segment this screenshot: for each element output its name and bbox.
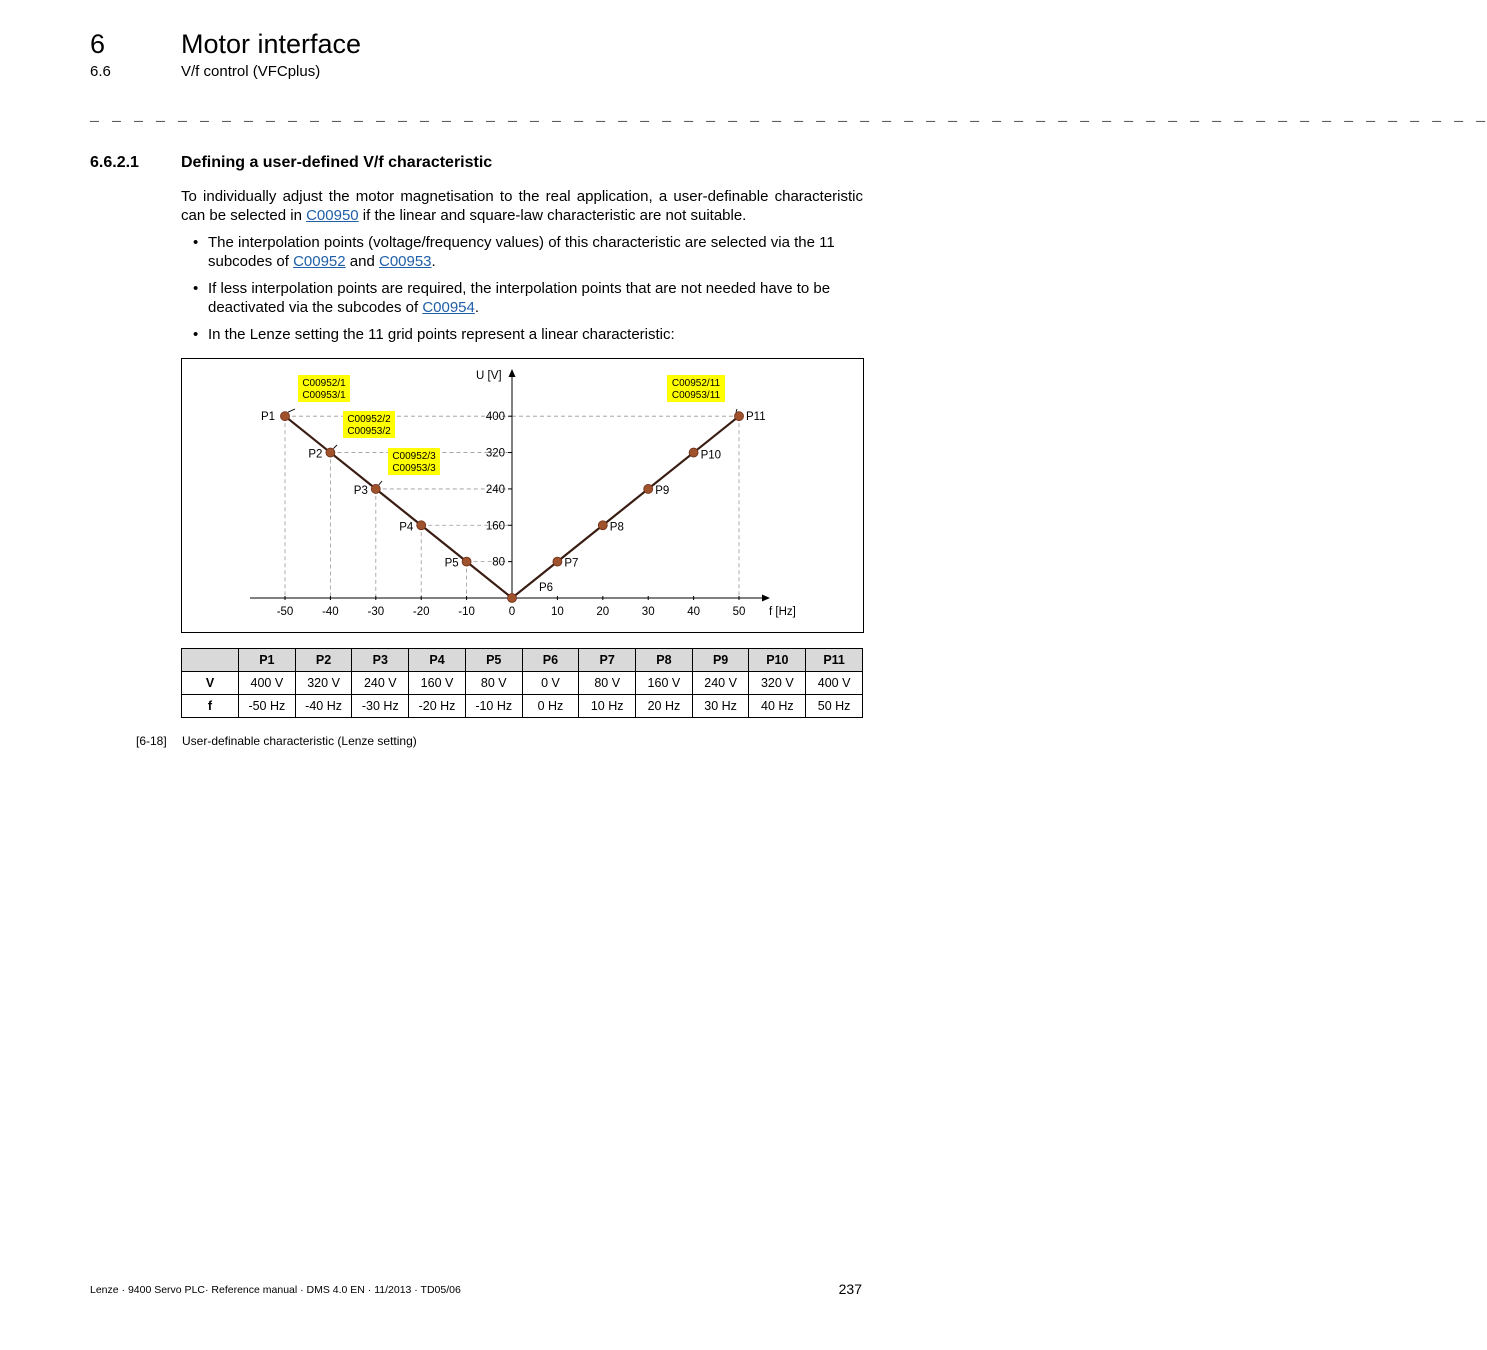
section-number: 6.6	[90, 63, 111, 80]
table-header-cell: P1	[239, 649, 296, 672]
data-point-marker	[417, 521, 426, 530]
bullet-3-text: In the Lenze setting the 11 grid points represent a linear characteristic:	[208, 326, 675, 343]
data-point-marker	[371, 484, 380, 493]
vf-chart	[182, 359, 863, 632]
callout-text: C00953/11	[671, 390, 721, 401]
callout-leader	[288, 409, 295, 412]
x-tick-label: 10	[551, 606, 564, 618]
point-label: P6	[539, 582, 554, 594]
chapter-title: Motor interface	[181, 29, 362, 59]
data-point-marker	[689, 448, 698, 457]
bullet-1-and: and	[345, 253, 379, 270]
callout-text: C00953/2	[347, 426, 391, 437]
point-label: P2	[308, 448, 323, 461]
table-cell: 80 V	[579, 672, 636, 695]
table-header-row	[182, 649, 863, 672]
table-header-cell: P2	[295, 649, 352, 672]
point-label: P10	[700, 449, 722, 462]
data-point-marker	[281, 412, 290, 421]
caption-number: [6-18]	[136, 734, 167, 748]
intro-paragraph	[181, 187, 863, 225]
callout-text: C00952/11	[671, 378, 721, 389]
table-cell: 20 Hz	[636, 695, 693, 718]
data-point-marker	[462, 557, 471, 566]
data-point-marker	[644, 484, 653, 493]
table-header-cell: P9	[692, 649, 749, 672]
y-tick-label: 400	[485, 411, 505, 424]
callout-text: C00952/3	[392, 451, 436, 462]
table-cell: 10 Hz	[579, 695, 636, 718]
bullet-marker: •	[193, 280, 199, 297]
table-cell: -20 Hz	[409, 695, 466, 718]
y-axis-label: U [V]	[476, 370, 502, 382]
point-label: P9	[655, 484, 670, 497]
link-c00954[interactable]: C00954	[422, 299, 475, 316]
list-item	[181, 279, 863, 317]
y-axis-arrow	[509, 369, 516, 377]
point-label: P11	[746, 411, 766, 424]
x-tick-label: 30	[641, 606, 655, 618]
table-cell: 30 Hz	[692, 695, 749, 718]
vf-characteristic-figure	[181, 358, 864, 633]
data-point-marker	[553, 557, 562, 566]
table-cell: -40 Hz	[295, 695, 352, 718]
table-cell: 0 Hz	[522, 695, 579, 718]
callout-text: C00953/1	[302, 390, 346, 401]
x-tick-label: -40	[322, 606, 339, 618]
y-tick-label: 320	[485, 447, 505, 460]
x-tick-label: 0	[508, 606, 516, 618]
table-header-cell: P10	[749, 649, 806, 672]
y-tick-label: 80	[492, 556, 505, 569]
point-label: P1	[261, 411, 276, 424]
table-header-cell: P5	[465, 649, 522, 672]
table-row	[182, 672, 863, 695]
table-header-cell: P7	[579, 649, 636, 672]
list-item	[181, 233, 863, 271]
link-c00950[interactable]: C00950	[306, 207, 359, 224]
x-tick-label: -30	[367, 606, 385, 618]
y-tick-label: 240	[485, 483, 505, 496]
chapter-number: 6	[90, 29, 106, 59]
table-row	[182, 695, 863, 718]
subsection-title: Defining a user-defined V/f characteristic	[181, 154, 493, 171]
callout-leader	[379, 481, 382, 485]
page-footer: Lenze · 9400 Servo PLC· Reference manual · DMS 4.0 EN · 11/2013 · TD05/06	[90, 1284, 461, 1296]
bullet-marker: •	[193, 234, 199, 251]
callout-text: C00952/1	[302, 378, 346, 389]
callout-leader	[333, 445, 337, 449]
callout-text: C00953/3	[392, 463, 436, 474]
table-cell: 40 Hz	[749, 695, 806, 718]
table-cell: -30 Hz	[352, 695, 409, 718]
bullet-1-text: The interpolation points (voltage/frequency values) of this characteristic are selected via the 11 subcodes of	[208, 234, 835, 270]
table-cell: 320 V	[749, 672, 806, 695]
point-label: P8	[609, 521, 624, 534]
bullet-marker: •	[193, 326, 199, 343]
table-header-cell: P6	[522, 649, 579, 672]
table-cell: 240 V	[352, 672, 409, 695]
table-header-cell: P3	[352, 649, 409, 672]
list-item	[181, 325, 863, 344]
x-tick-label: -50	[276, 606, 294, 618]
point-label: P5	[444, 557, 459, 570]
interpolation-points-table	[181, 648, 863, 718]
row-label-voltage: V	[182, 672, 239, 695]
x-tick-label: 40	[687, 606, 700, 618]
table-cell: 0 V	[522, 672, 579, 695]
x-tick-label: 50	[732, 606, 746, 618]
table-header-cell: P11	[806, 649, 863, 672]
point-label: P4	[399, 521, 414, 534]
table-cell: 50 Hz	[806, 695, 863, 718]
x-axis-label: f [Hz]	[769, 606, 796, 618]
table-cell: 160 V	[409, 672, 466, 695]
intro-text-before: To individually adjust the motor magnetisation to the real application, a user-definable characteristic can be selected in	[181, 188, 863, 224]
link-c00953[interactable]: C00953	[378, 253, 432, 270]
bullet-2-end: .	[474, 299, 480, 316]
point-label: P7	[564, 557, 579, 570]
point-label: P3	[353, 484, 368, 497]
table-cell: 400 V	[239, 672, 296, 695]
section-title: V/f control (VFCplus)	[181, 63, 321, 80]
table-cell: 320 V	[295, 672, 352, 695]
intro-text-after: if the linear and square-law characteristic are not suitable.	[358, 207, 747, 224]
subsection-number: 6.6.2.1	[90, 154, 139, 171]
table-cell: 160 V	[636, 672, 693, 695]
table-cell: -10 Hz	[465, 695, 522, 718]
header-separator: _ _ _ _ _ _ _ _ _ _ _ _ _ _ _ _ _ _ _ _ _ _ _ _ _ _ _ _ _ _ _ _ _ _ _ _ _ _ _ _ _ _ _ _ _ _ _ _ _ _ _ _ _ _ _ _ _ _ _ _ _ _ _ _	[90, 108, 1487, 125]
callout-text: C00952/2	[347, 414, 391, 425]
data-point-marker	[735, 412, 744, 421]
table-cell: 240 V	[692, 672, 749, 695]
bullet-list	[181, 233, 863, 352]
link-c00952[interactable]: C00952	[293, 253, 346, 270]
row-label-frequency: f	[182, 695, 239, 718]
x-tick-label: 20	[596, 606, 610, 618]
caption-text: User-definable characteristic (Lenze setting)	[182, 734, 417, 748]
callout-leader	[736, 409, 737, 412]
x-tick-label: -10	[458, 606, 475, 618]
x-axis-arrow	[762, 595, 770, 602]
data-point-marker	[508, 594, 517, 603]
bullet-1-end: .	[431, 253, 436, 270]
page-number: 237	[838, 1281, 862, 1297]
table-cell: 400 V	[806, 672, 863, 695]
bullet-2-text: If less interpolation points are required, the interpolation points that are not needed have to be deactivated via the subcodes of	[208, 280, 831, 316]
data-point-marker	[598, 521, 607, 530]
table-header-cell	[182, 649, 239, 672]
table-cell: -50 Hz	[239, 695, 296, 718]
x-tick-label: -20	[412, 606, 430, 618]
table-cell: 80 V	[465, 672, 522, 695]
table-header-cell: P8	[636, 649, 693, 672]
y-tick-label: 160	[485, 520, 505, 533]
data-point-marker	[326, 448, 335, 457]
table-header-cell: P4	[409, 649, 466, 672]
